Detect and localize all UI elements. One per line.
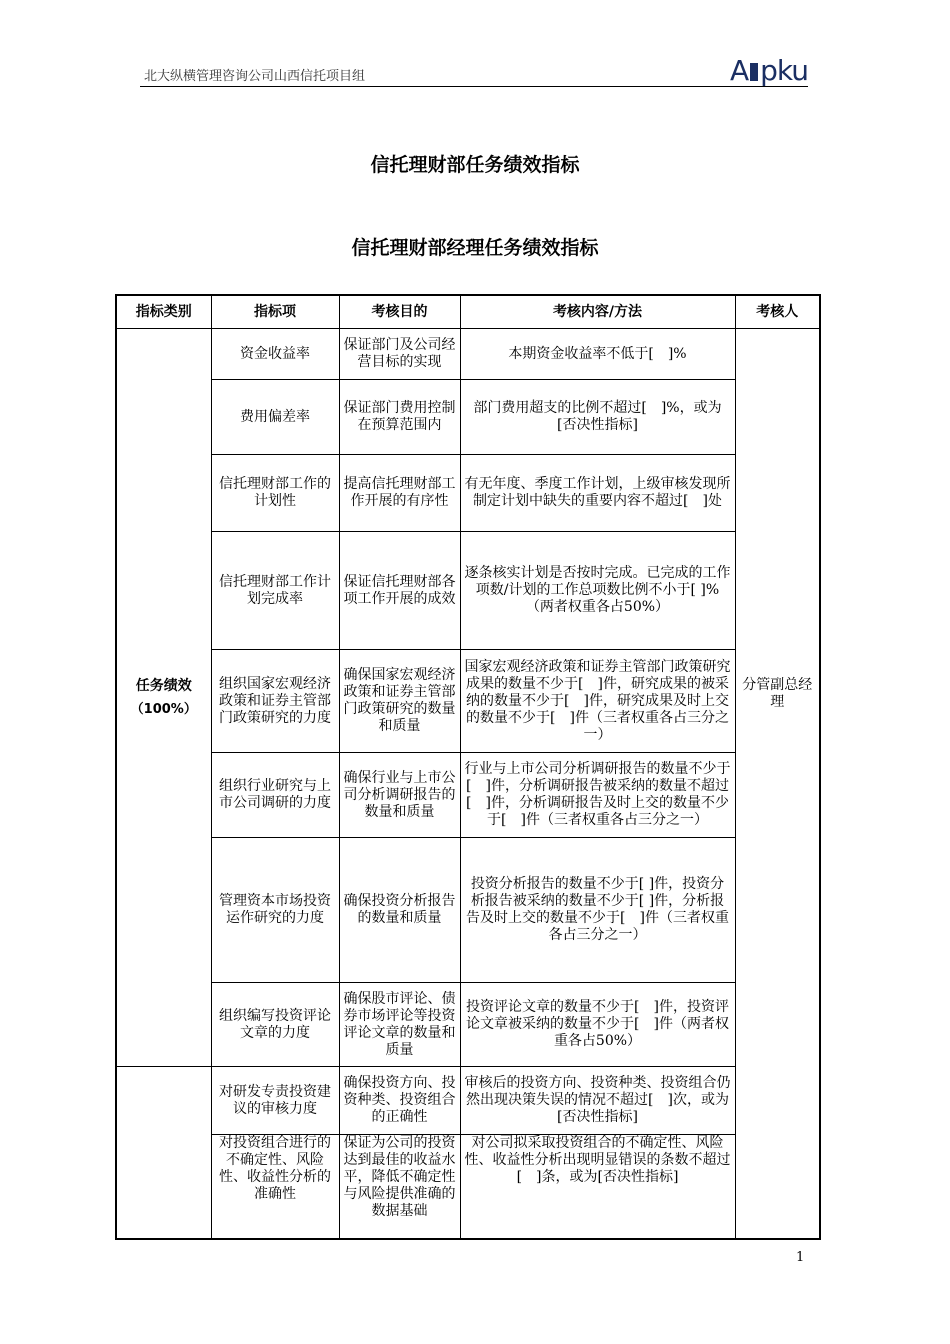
table-row <box>116 983 820 1067</box>
purpose-cell: 确保股市评论、债券市场评论等投资评论文章的数量和质量 <box>339 983 460 1067</box>
item-cell: 组织行业研究与上市公司调研的力度 <box>211 753 339 838</box>
page-header <box>140 54 808 87</box>
purpose-cell: 提高信托理财部工作开展的有序性 <box>339 455 460 532</box>
item-cell: 对投资组合进行的不确定性、风险性、收益性分析的准确性 <box>211 1135 339 1239</box>
item-cell: 对研发专责投资建议的审核力度 <box>211 1067 339 1135</box>
purpose-cell: 确保投资方向、投资种类、投资组合的正确性 <box>339 1067 460 1135</box>
table-row <box>116 838 820 983</box>
table-row <box>116 650 820 753</box>
content-cell: 逐条核实计划是否按时完成。已完成的工作项数/计划的工作总项数比例不小于[ ]%（两者权重各占50%） <box>460 532 735 650</box>
content-cell: 部门费用超支的比例不超过[ ]%，或为[否决性指标] <box>460 380 735 455</box>
category-percent: （100%） <box>130 701 197 717</box>
header-content: 考核内容/方法 <box>460 295 735 329</box>
item-cell: 信托理财部工作计划完成率 <box>211 532 339 650</box>
purpose-cell: 确保国家宏观经济政策和证券主管部门政策研究的数量和质量 <box>339 650 460 753</box>
assessor-label: 分管副总经理 <box>742 677 813 710</box>
table-row <box>116 1135 820 1239</box>
purpose-cell: 保证信托理财部各项工作开展的成效 <box>339 532 460 650</box>
table-row <box>116 455 820 532</box>
table-row <box>116 329 820 380</box>
table-row <box>116 532 820 650</box>
assessor-cell <box>735 329 820 1239</box>
content-cell: 国家宏观经济政策和证券主管部门政策研究成果的数量不少于[ ]件，研究成果的被采纳的数量不少于[ ]件，研究成果及时上交的数量不少于[ ]件（三者权重各占三分之一） <box>460 650 735 753</box>
header-purpose: 考核目的 <box>339 295 460 329</box>
item-cell: 组织编写投资评论文章的力度 <box>211 983 339 1067</box>
category-cell-empty <box>116 1067 211 1239</box>
logo-bar-icon <box>750 63 758 81</box>
table-row <box>116 1067 820 1135</box>
table-row <box>116 380 820 455</box>
purpose-cell: 保证部门及公司经营目标的实现 <box>339 329 460 380</box>
content-cell: 投资评论文章的数量不少于[ ]件，投资评论文章被采纳的数量不少于[ ]件（两者权重各占50%） <box>460 983 735 1067</box>
kpi-table <box>115 294 821 1240</box>
table-header-row <box>116 295 820 329</box>
purpose-cell: 确保行业与上市公司分析调研报告的数量和质量 <box>339 753 460 838</box>
document-title: 信托理财部任务绩效指标 <box>370 154 580 176</box>
item-cell: 资金收益率 <box>211 329 339 380</box>
header-item: 指标项 <box>211 295 339 329</box>
purpose-cell: 保证为公司的投资达到最佳的收益水平，降低不确定性与风险提供准确的数据基础 <box>339 1135 460 1239</box>
item-cell: 管理资本市场投资运作研究的力度 <box>211 838 339 983</box>
purpose-cell: 确保投资分析报告的数量和质量 <box>339 838 460 983</box>
content-cell: 有无年度、季度工作计划，上级审核发现所制定计划中缺失的重要内容不超过[ ]处 <box>460 455 735 532</box>
category-label: 任务绩效 <box>135 677 192 694</box>
item-cell: 费用偏差率 <box>211 380 339 455</box>
header-company: 北大纵横管理咨询公司山西信托项目组 <box>144 69 366 84</box>
item-cell: 信托理财部工作的计划性 <box>211 455 339 532</box>
purpose-cell: 保证部门费用控制在预算范围内 <box>339 380 460 455</box>
content-cell: 本期资金收益率不低于[ ]% <box>460 329 735 380</box>
alpku-logo: A pku <box>729 54 808 87</box>
item-cell: 组织国家宏观经济政策和证券主管部门政策研究的力度 <box>211 650 339 753</box>
content-cell: 投资分析报告的数量不少于[ ]件，投资分析报告被采纳的数量不少于[ ]件，分析报告及时上交的数量不少于[ ]件（三者权重各占三分之一） <box>460 838 735 983</box>
category-cell <box>116 329 211 1067</box>
header-assessor: 考核人 <box>735 295 820 329</box>
page-number: 1 <box>796 1250 805 1265</box>
table-row <box>116 753 820 838</box>
header-category: 指标类别 <box>116 295 211 329</box>
content-cell: 审核后的投资方向、投资种类、投资组合仍然出现决策失误的情况不超过[ ]次，或为[否决性指标] <box>460 1067 735 1135</box>
content-cell: 行业与上市公司分析调研报告的数量不少于[ ]件，分析调研报告被采纳的数量不超过[ ]件，分析调研报告及时上交的数量不少于[ ]件（三者权重各占三分之一） <box>460 753 735 838</box>
content-cell: 对公司拟采取投资组合的不确定性、风险性、收益性分析出现明显错误的条数不超过[ ]条，或为[否决性指标] <box>460 1135 735 1239</box>
section-title: 信托理财部经理任务绩效指标 <box>351 237 599 259</box>
